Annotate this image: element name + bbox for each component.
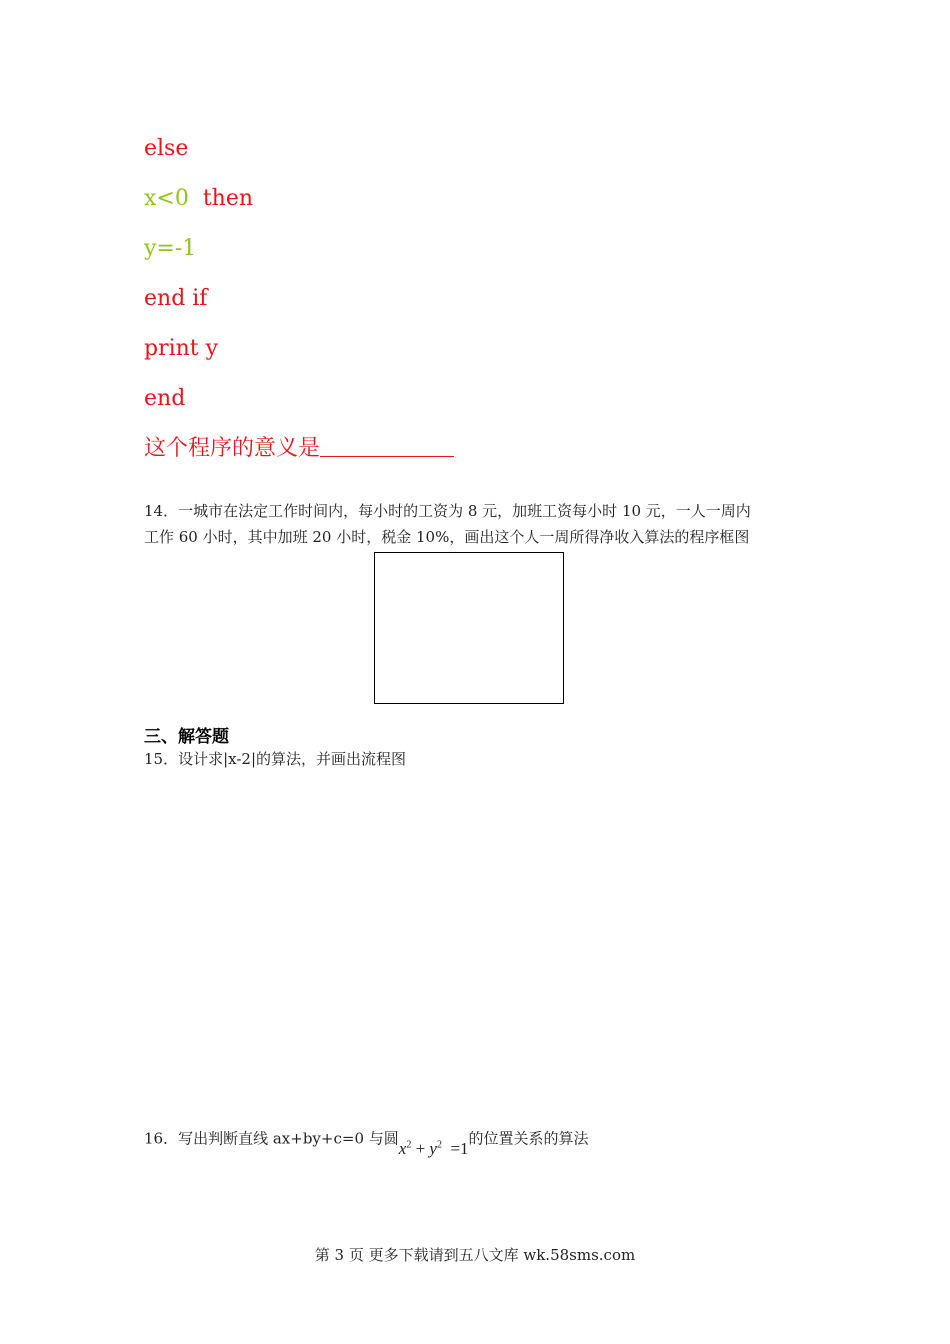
- question-16: [144, 1122, 589, 1158]
- circle-equation: [399, 1139, 469, 1158]
- question-14-line2: 工作 60 小时，其中加班 20 小时，税金 10%，画出这个人一周所得净收入算法的程序框图: [144, 528, 750, 546]
- question-14: [144, 498, 751, 550]
- math-equals: =1: [450, 1138, 469, 1158]
- question-16-suffix: 的位置关系的算法: [468, 1129, 589, 1148]
- flowchart-box: [374, 552, 564, 704]
- then-keyword: then: [202, 186, 254, 211]
- page-footer: 第 3 页 更多下载请到五八文库 wk.58sms.com: [314, 1246, 636, 1264]
- meaning-prompt: 这个程序的意义是: [144, 436, 321, 461]
- section-title: 三、解答题: [144, 727, 229, 747]
- code-line-end-if: end if: [144, 286, 208, 311]
- math-x: x: [398, 1138, 407, 1158]
- code-line-condition: [144, 186, 253, 212]
- condition-text: x<0: [144, 186, 189, 211]
- question-16-prefix: 16．写出判断直线 ax+by+c=0 与圆: [144, 1129, 399, 1148]
- code-line-assign: y=-1: [144, 236, 197, 261]
- math-plus: +: [415, 1138, 426, 1158]
- math-exp-y: 2: [436, 1139, 442, 1150]
- meaning-question: [144, 436, 454, 462]
- math-y: y: [429, 1138, 437, 1158]
- question-15: 15．设计求|x-2|的算法，并画出流程图: [144, 750, 407, 768]
- code-line-print: print y: [144, 336, 219, 361]
- math-exp-x: 2: [406, 1139, 412, 1150]
- answer-blank: [320, 436, 454, 457]
- code-line-else: else: [144, 136, 189, 161]
- question-14-line1: 14．一城市在法定工作时间内，每小时的工资为 8 元，加班工资每小时 10 元，一人一周内: [144, 502, 751, 520]
- code-line-end: end: [144, 386, 186, 411]
